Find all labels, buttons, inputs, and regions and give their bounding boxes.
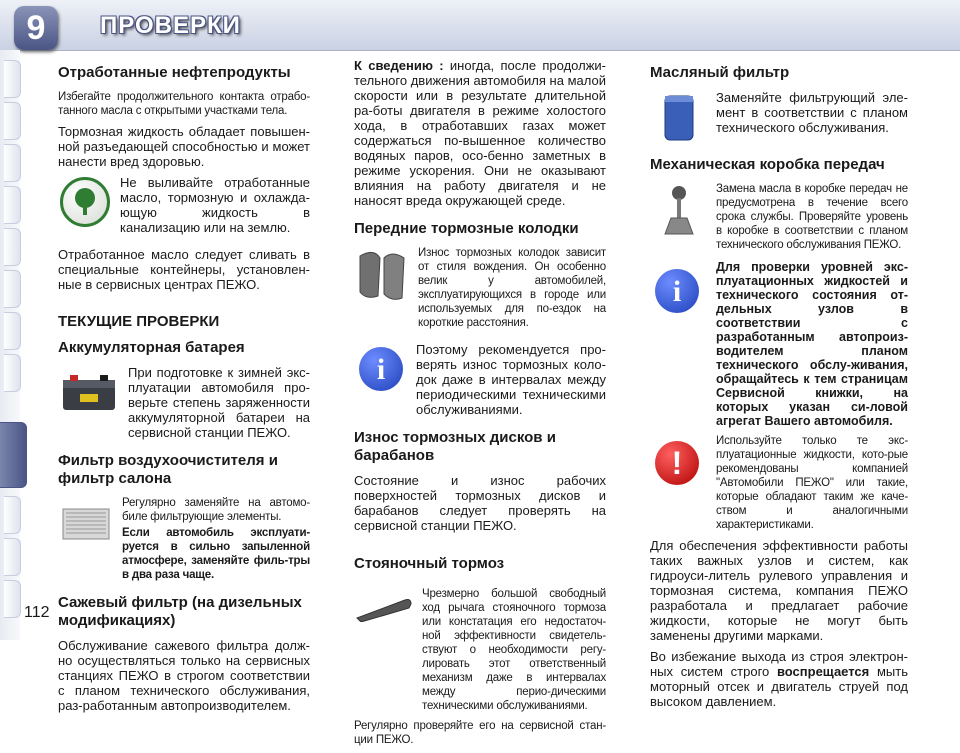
paragraph: При подготовке к зимней экс-плуатации автомобиля про-верьте степень заряженности аккумуляторной батареи на сервисной станции ПЕЖО. [128,365,310,440]
section-title-brake-discs: Износ тормозных дисков и барабанов [354,429,556,464]
section-title-current-checks: ТЕКУЩИЕ ПРОВЕРКИ [58,313,220,330]
handbrake-lever-icon [354,587,414,627]
paragraph: Замена масла в коробке передач не предусмотрена в течение всего срока службы. Проверяйте уровень в коробке в соответствии с планом технического обслуживания ПЕЖО. [716,183,908,251]
chapter-tab-active[interactable] [0,422,27,488]
paragraph: Не выливайте отработанные масло, тормозную и охлажда-ющую жидкость в канализацию или на землю. [120,175,310,235]
chapter-tab[interactable] [4,60,21,98]
column-left [58,58,310,719]
eco-tree-icon [58,175,112,229]
paragraph: Тормозная жидкость обладает повышен-ной разъедающей способностью и может нанести вред здоровью. [58,124,310,169]
paragraph: Износ тормозных колодок зависит от стиля вождения. Он особенно велик у автомобилей, эксплуатирующихся в городе или используемых для по-ездок на короткие расстояния. [418,247,606,329]
battery-icon [58,365,120,419]
note-paragraph [354,58,606,208]
battery-block [58,365,310,446]
chapter-tab[interactable] [4,102,21,140]
section-title-parking-brake: Стояночный тормоз [354,555,505,572]
emphasis: воспрещается [776,664,870,679]
chapter-tab[interactable] [4,496,21,534]
section-title-air-filter: Фильтр воздухоочистителя и фильтр салона [58,452,278,487]
oil-filter-icon [650,90,708,146]
eco-note [58,175,310,241]
text: Во избежание выхода из строя электрон-ных систем строго [650,649,908,679]
note-text: иногда, после продолжи-тельного движения автомобиля на малой скорости или в результате длительной ра-боты двигателя в режиме холостого хода, в отработавших газах может содержаться по-вышенное количество водяных паров, осо-бенно заметных в режиме ускорения. Они не оказывают влияния на работу двигателя и не наносят вреда окружающей среде. [354,58,606,208]
paragraph: Поэтому рекомендуется про-верять износ тормозных коло-док даже в интервалах между периодическими техническими обслуживаниями. [416,342,606,417]
paragraph: Отработанное масло следует сливать в специальные контейнеры, установлен-ные в сервисных центрах ПЕЖО. [58,247,310,292]
section-title-particle-filter: Сажевый фильтр (на дизельных модификациях) [58,594,302,629]
section-title-brake-pads: Передние тормозные колодки [354,220,579,237]
chapter-tab[interactable] [4,186,21,224]
note-label: К сведению : [354,58,444,73]
paragraph: Используйте только те экс-плуатационные жидкости, кото-рые рекомендованы компанией "Автомобили ПЕЖО" или такие, которые обладают таким же каче-ством и аналогичными характеристиками. [716,435,908,531]
section-title-battery: Аккумуляторная батарея [58,339,245,356]
section-title-used-oil: Отработанные нефтепродукты [58,64,291,81]
brake-pads-info [354,342,606,423]
chapter-tab[interactable] [4,144,21,182]
paragraph-bold: Для проверки уровней экс-плуатационных жидкостей и технического состояния от-дельных узлов в соответствии с разработанным автопроиз-водителем планом технического обслу-живания, обращайтесь к тем страницам Сервисной книжки, на которых указан си-ловой агрегат Вашего автомобиля. [716,260,908,428]
column-middle [354,58,606,753]
header-bar [0,0,960,51]
info-icon: i [354,342,408,396]
column-right [650,58,908,715]
chapter-tab[interactable] [4,580,21,618]
gearbox-block [650,182,908,258]
paragraph: Для обеспечения эффективности работы таких важных узлов и систем, как гидроуси-литель рулевого управления и тормозная система, компания ПЕЖО разработала и предлагает рабочие жидкости, которые не могут быть заменены другими марками. [650,538,908,643]
brake-pads-icon [354,246,410,306]
oil-filter-block [650,90,908,146]
chapter-tab[interactable] [4,228,21,266]
page-title: ПРОВЕРКИ [100,12,241,39]
air-filter-block [58,496,310,588]
brake-pads-block [354,246,606,336]
gear-lever-icon [650,182,708,240]
page-number: 112 [24,604,50,621]
paragraph: Обслуживание сажевого фильтра долж-но осуществляться только на сервисных станциях ПЕЖО в строгом соответствии с планом технического обслуживания, раз-работанным автопроизводителем. [58,638,310,713]
paragraph: Регулярно заменяйте на автомо-биле фильтрующие элементы. [122,497,310,523]
paragraph: Чрезмерно большой свободный ход рычага стояночного тормоза или констатация его недостаточ-ной эффективности свидетель-ствуют о необходимости регу-лировать этот ответственный механизм даже в интервалах между перио-дическими техническими обслуживаниями. [422,588,606,712]
chapter-tab[interactable] [4,538,21,576]
paragraph [650,649,908,709]
parking-brake-block [354,587,606,713]
section-title-gearbox: Механическая коробка передач [650,156,885,173]
air-filter-icon [58,496,114,550]
paragraph-bold: Если автомобиль эксплуати-руется в сильно запыленной атмосфере, заменяйте филь-тры в два раза чаще. [122,527,310,581]
info-icon: i [650,264,704,318]
paragraph: Заменяйте фильтрующий эле-мент в соответствии с планом технического обслуживания. [716,90,908,135]
warning-icon: ! [650,436,704,490]
text: мыть моторный отсек и двигатель струей под высоком давлением. [650,664,908,709]
section-title-oil-filter: Масляный фильтр [650,64,790,81]
chapter-tab[interactable] [4,354,21,392]
chapter-tabs [0,50,20,640]
paragraph: Регулярно проверяйте его на сервисной стан-ции ПЕЖО. [354,720,606,746]
chapter-tab[interactable] [4,312,21,350]
paragraph: Состояние и износ рабочих поверхностей тормозных дисков и барабанов следует проверять на сервисной станции ПЕЖО. [354,473,606,533]
chapter-badge: 9 [14,6,58,50]
chapter-tab[interactable] [4,270,21,308]
paragraph: Избегайте продолжительного контакта отрабо-танного масла с открытыми участками тела. [58,91,310,117]
